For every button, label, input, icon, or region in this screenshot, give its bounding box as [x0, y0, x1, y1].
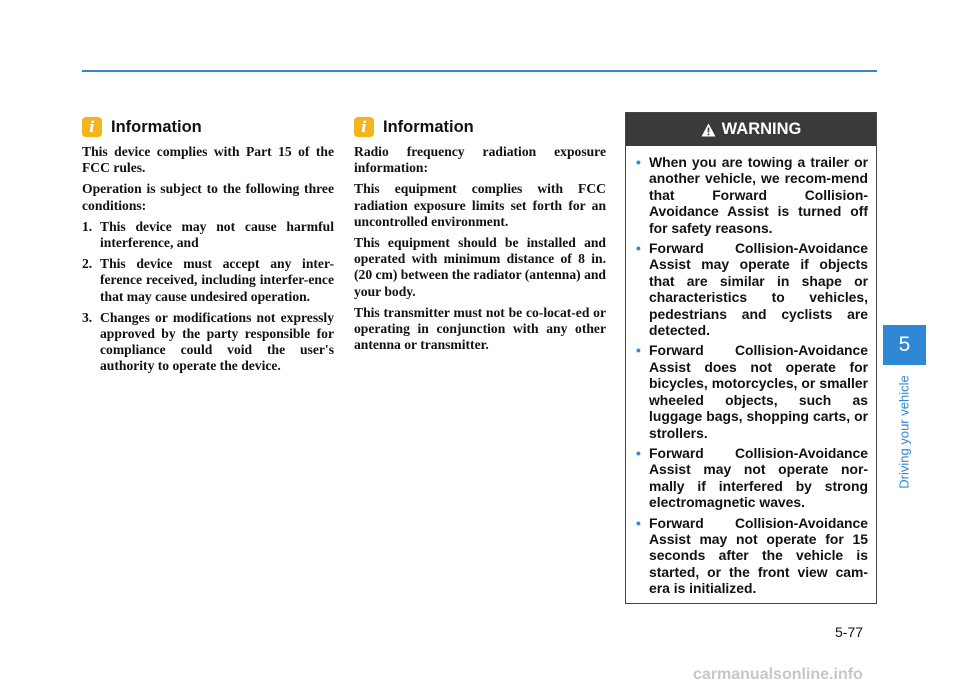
- warning-list: [626, 146, 876, 597]
- bullet: •: [636, 154, 641, 170]
- list-text: Changes or modifications not expressly approved by the party responsible for compliance could void the user's authority to operate the device.: [100, 309, 334, 374]
- warning-text: Forward Collision-Avoidance Assist may operate if objects that are similar in shape or characteristics to vehicles, pedestrians and cyclists are detected.: [649, 240, 868, 339]
- list-item: [636, 240, 868, 338]
- chapter-tab: 5: [883, 325, 926, 365]
- conditions-list: [82, 219, 334, 375]
- paragraph: This equipment complies with FCC radiation exposure limits set forth for an uncontrolled environment.: [354, 181, 606, 229]
- bullet: •: [636, 444, 641, 461]
- paragraph: Radio frequency radiation exposure information:: [354, 144, 606, 176]
- list-item: [636, 445, 868, 511]
- list-text: This device must accept any inter-ference received, including interfer-ence that may cause undesired operation.: [100, 256, 334, 304]
- list-item: [636, 342, 868, 440]
- list-item: [82, 219, 334, 251]
- paragraph: This device complies with Part 15 of the FCC rules.: [82, 144, 334, 176]
- warning-box: [625, 112, 877, 604]
- list-number: 2.: [82, 256, 93, 272]
- bullet: •: [636, 342, 641, 359]
- info-title: Information: [383, 117, 474, 136]
- chapter-label: Driving your vehicle: [896, 375, 912, 489]
- info-icon: i: [354, 117, 374, 137]
- list-item: [636, 515, 868, 597]
- warning-header: [626, 113, 876, 146]
- watermark: carmanualsonline.info: [693, 666, 863, 683]
- warning-text: Forward Collision-Avoidance Assist does not operate for bicycles, motorcycles, or smaller wheeled objects, such as luggage bags, shopping carts, or strollers.: [649, 342, 868, 441]
- top-rule: [82, 70, 877, 72]
- info-section-fcc: [82, 116, 334, 380]
- paragraph: This equipment should be installed and operated with minimum distance of 8 in. (20 cm) between the radiator (antenna) and your body.: [354, 235, 606, 299]
- bullet: •: [636, 240, 641, 257]
- warning-text: Forward Collision-Avoidance Assist may not operate for 15 seconds after the vehicle is started, or the front view cam-era is initialized.: [649, 514, 868, 597]
- list-item: [82, 310, 334, 375]
- info-header: [354, 116, 606, 138]
- info-header: [82, 116, 334, 138]
- list-number: 3.: [82, 309, 93, 325]
- paragraph: Operation is subject to the following three conditions:: [82, 181, 334, 213]
- warning-text: Forward Collision-Avoidance Assist may not operate nor-mally if interfered by strong electromagnetic waves.: [649, 444, 868, 511]
- info-title: Information: [111, 117, 202, 136]
- list-item: [636, 154, 868, 236]
- list-item: [82, 256, 334, 305]
- warning-title: WARNING: [721, 120, 802, 138]
- info-icon: i: [82, 117, 102, 137]
- warning-text: When you are towing a trailer or another vehicle, we recom-mend that Forward Collision-Avoidance Assist is turned off for safety reasons.: [649, 154, 868, 236]
- warning-triangle-icon: [701, 123, 716, 137]
- list-text: This device may not cause harmful interference, and: [100, 218, 334, 251]
- list-number: 1.: [82, 218, 93, 234]
- bullet: •: [636, 514, 641, 531]
- info-section-radio: [354, 116, 606, 358]
- page-number: 5-77: [835, 624, 864, 640]
- paragraph: This transmitter must not be co-locat-ed or operating in conjunction with any other antenna or transmitter.: [354, 304, 606, 353]
